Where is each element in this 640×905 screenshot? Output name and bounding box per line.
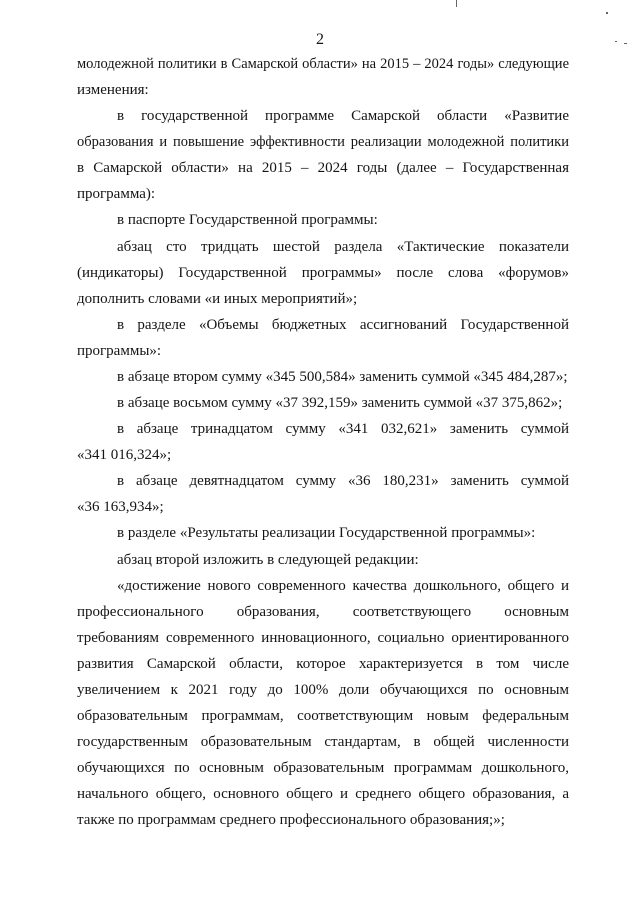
text-line: увеличением к 2021 году до 100% доли обучающихся по основным bbox=[77, 682, 569, 698]
text-line: (индикаторы) Государственной программы» после слова «форумов» bbox=[77, 265, 569, 281]
text-line: образования и повышение эффективности реализации молодежной политики bbox=[77, 134, 569, 150]
text-line: развития Самарской области, которое характеризуется в том числе bbox=[77, 656, 569, 672]
text-line: в абзаце восьмом сумму «37 392,159» заменить суммой «37 375,862»; bbox=[117, 395, 563, 411]
text-line: обучающихся по основным образовательным программам дошкольного, bbox=[77, 760, 569, 776]
text-line: в абзаце втором сумму «345 500,584» заменить суммой «345 484,287»; bbox=[117, 369, 568, 385]
text-line: также по программам среднего профессионального образования;»; bbox=[77, 812, 505, 828]
text-line: в паспорте Государственной программы: bbox=[117, 212, 378, 228]
text-line: в разделе «Объемы бюджетных ассигнований Государственной bbox=[117, 317, 569, 333]
text-line: в Самарской области» на 2015 – 2024 годы (далее – Государственная bbox=[77, 160, 569, 176]
text-line: профессионального образования, соответствующего основным bbox=[77, 604, 569, 620]
text-line: дополнить словами «и иных мероприятий»; bbox=[77, 291, 358, 307]
scan-artifact bbox=[606, 12, 608, 14]
text-line: в абзаце тринадцатом сумму «341 032,621» заменить суммой bbox=[117, 421, 569, 437]
text-line: в государственной программе Самарской области «Развитие bbox=[117, 108, 569, 124]
text-line: в абзаце девятнадцатом сумму «36 180,231» заменить суммой bbox=[117, 473, 569, 489]
text-line: «достижение нового современного качества дошкольного, общего и bbox=[117, 578, 569, 594]
text-line: требованиям современного инновационного, социально ориентированного bbox=[77, 630, 569, 646]
scan-artifact bbox=[624, 43, 627, 44]
text-line: абзац второй изложить в следующей редакции: bbox=[117, 552, 419, 568]
scan-artifact bbox=[456, 0, 457, 7]
text-line: молодежной политики в Самарской области» на 2015 – 2024 годы» следующие bbox=[77, 56, 569, 72]
page-number: 2 bbox=[316, 31, 324, 48]
text-line: программа): bbox=[77, 186, 156, 202]
text-line: государственным образовательным стандартам, в общей численности bbox=[77, 734, 569, 750]
text-line: «36 163,934»; bbox=[77, 499, 164, 515]
scan-artifact bbox=[615, 41, 617, 42]
text-line: «341 016,324»; bbox=[77, 447, 172, 463]
text-line: начального общего, основного общего и среднего общего образования, а bbox=[77, 786, 569, 802]
text-line: изменения: bbox=[77, 82, 149, 98]
text-line: абзац сто тридцать шестой раздела «Тактические показатели bbox=[117, 239, 569, 255]
text-line: образовательным программам, соответствующим новым федеральным bbox=[77, 708, 569, 724]
text-line: в разделе «Результаты реализации Государственной программы»: bbox=[117, 525, 536, 541]
text-line: программы»: bbox=[77, 343, 162, 359]
